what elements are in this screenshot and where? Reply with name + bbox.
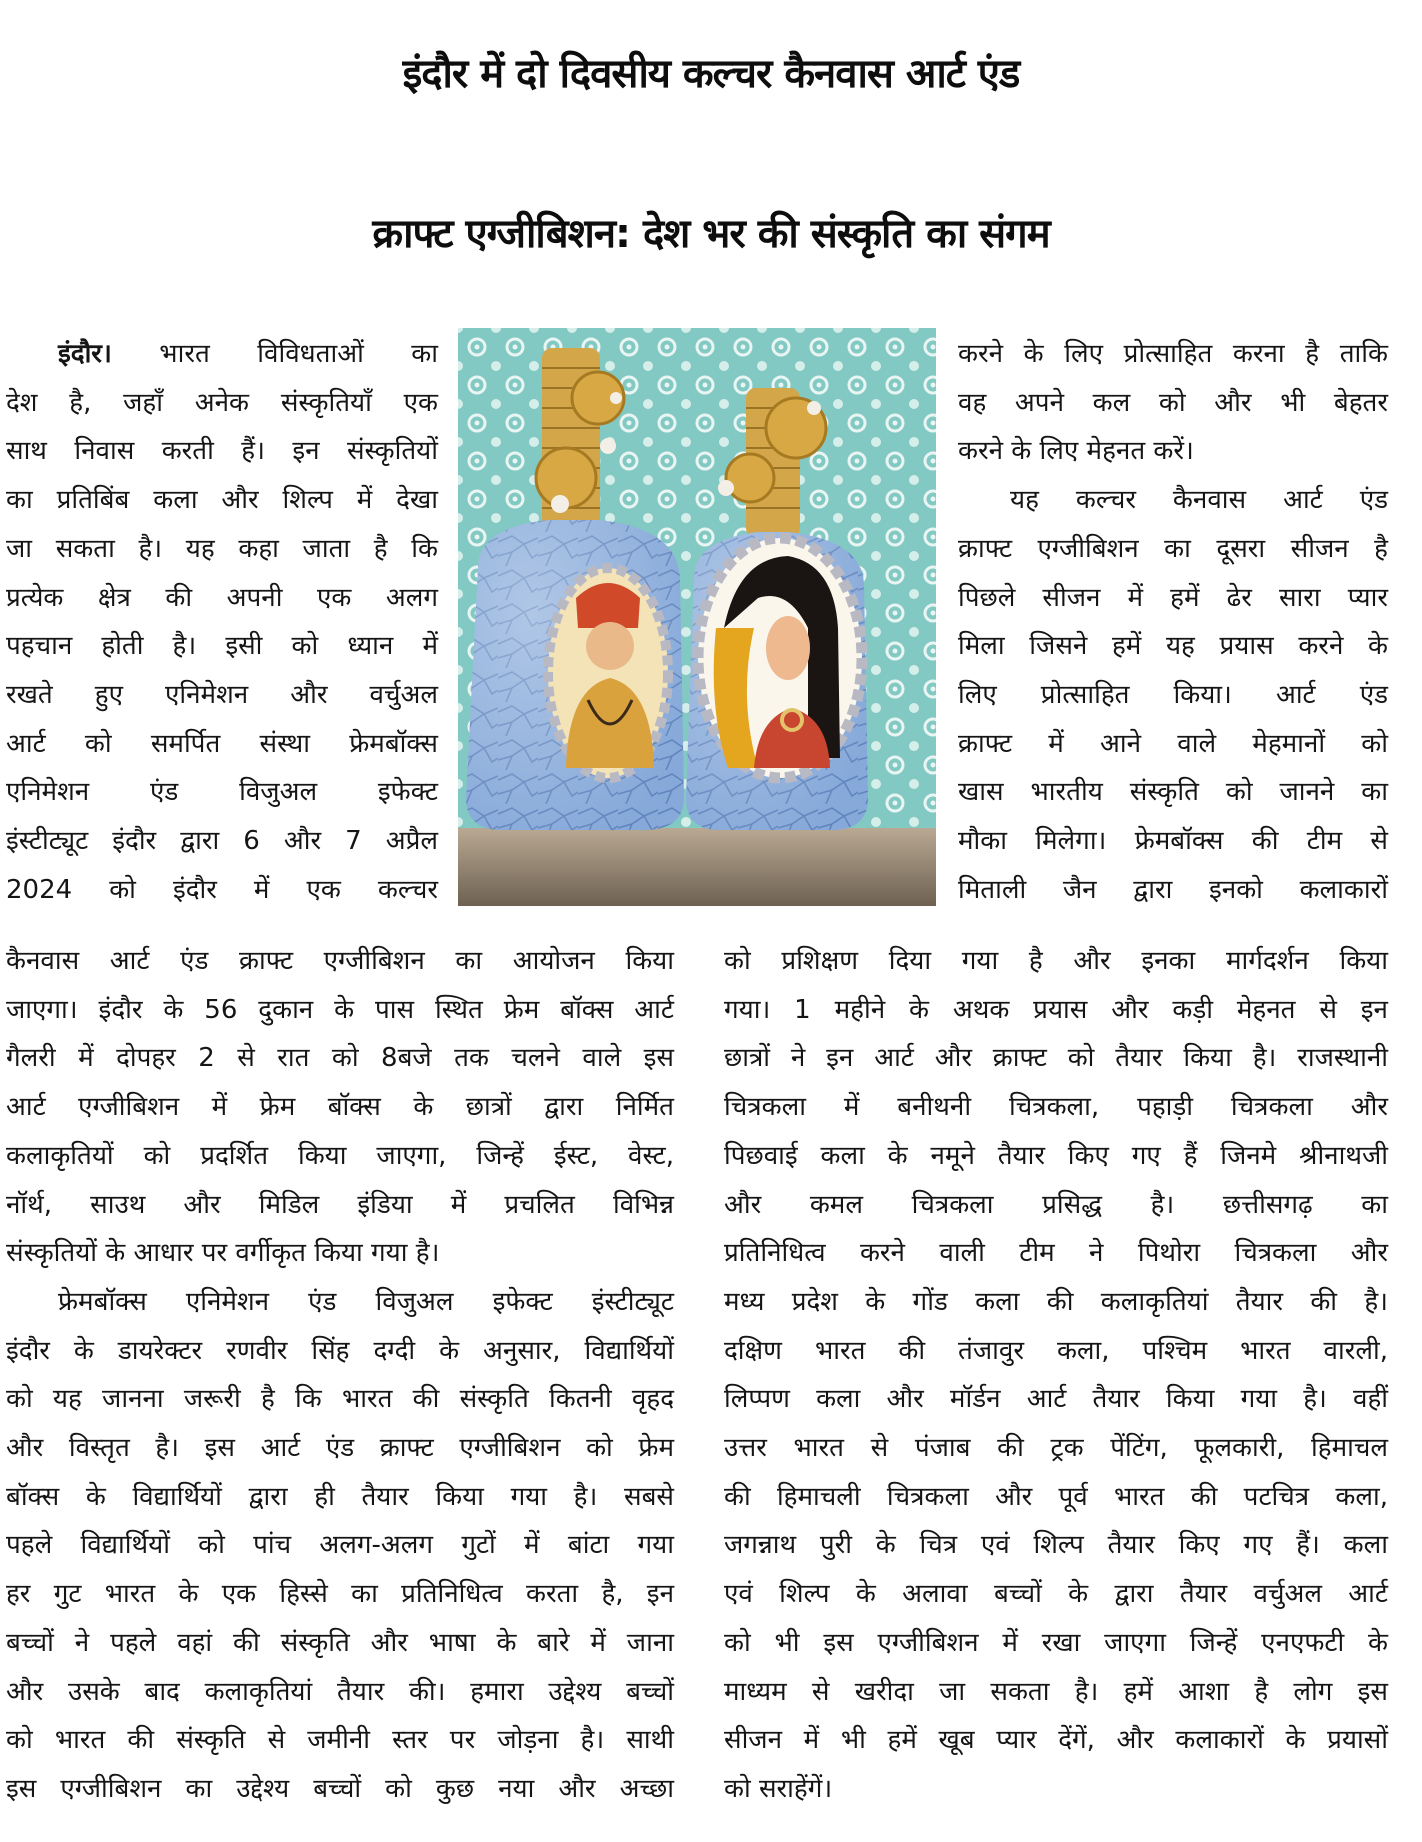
paragraph-line: वह अपने कल को और भी बेहतर [958,387,1388,418]
paragraph-line: कैनवास आर्ट एंड क्राफ्ट एग्जीबिशन का आयोजन किया [6,946,674,976]
paragraph-line: नॉर्थ, साउथ और मिडिल इंडिया में प्रचलित विभिन्न [6,1189,674,1220]
headline-line-2: क्राफ्ट एग्जीबिशन: देश भर की संस्कृति का संगम [372,211,1050,257]
paragraph-line: को प्रशिक्षण दिया गया है और इनका मार्गदर्शन किया [724,946,1388,976]
paragraph-line: पहले विद्यार्थियों को पांच अलग-अलग गुटों में बांटा गया [6,1530,674,1561]
article-column-left-bottom [6,937,674,1814]
paragraph-line: गया। 1 महीने के अथक प्रयास और कड़ी मेहनत से इन [724,994,1388,1025]
paragraph-line: का प्रतिबिंब कला और शिल्प में देखा [6,485,438,516]
paragraph-line: फ्रेमबॉक्स एनिमेशन एंड विजुअल इफेक्ट इंस्टीट्यूट [58,1286,674,1317]
paragraph-line: और कमल चित्रकला प्रसिद्ध है। छत्तीसगढ़ का [724,1189,1388,1220]
paragraph-line: इंदौर के डायरेक्टर रणवीर सिंह दग्दी के अनुसार, विद्यार्थियों [6,1335,674,1366]
paragraph-line: जाएगा। इंदौर के 56 दुकान के पास स्थित फ्रेम बॉक्स आर्ट [6,994,674,1025]
paragraph-line: आर्ट एग्जीबिशन में फ्रेम बॉक्स के छात्रों द्वारा निर्मित [6,1092,674,1123]
paragraph-line: क्राफ्ट एग्जीबिशन का दूसरा सीजन है [958,533,1388,564]
dateline: इंदौर। [58,339,112,369]
paragraph-line: यह कल्चर कैनवास आर्ट एंड [1010,485,1388,516]
paragraph-line: चित्रकला में बनीथनी चित्रकला, पहाड़ी चित्रकला और [724,1092,1388,1123]
paragraph-line: बॉक्स के विद्यार्थियों द्वारा ही तैयार किया गया है। सबसे [6,1481,674,1512]
paragraph-line: लिए प्रोत्साहित किया। आर्ट एंड [958,679,1388,710]
paragraph-line: कलाकृतियों को प्रदर्शित किया जाएगा, जिन्हें ईस्ट, वेस्ट, [6,1140,674,1171]
article-column-left-top [6,330,438,914]
article-photo-decorated-bottles [458,328,936,906]
paragraph-line: की हिमाचली चित्रकला और पूर्व भारत की पटचित्र कला, [724,1481,1388,1512]
paragraph-line: को सराहेंगें। [724,1773,833,1804]
paragraph-line: पिछले सीजन में हमें ढेर सारा प्यार [958,582,1388,613]
paragraph-line: एवं शिल्प के अलावा बच्चों के द्वारा तैयार वर्चुअल आर्ट [724,1579,1388,1610]
paragraph-line: सीजन में भी हमें खूब प्यार देंगें, और कलाकारों के प्रयासों [724,1725,1388,1756]
paragraph-line: जा सकता है। यह कहा जाता है कि [6,533,438,564]
paragraph-line: को यह जानना जरूरी है कि भारत की संस्कृति कितनी वृहद [6,1384,674,1415]
paragraph-line: पहचान होती है। इसी को ध्यान में [6,631,438,662]
paragraph-line: आर्ट को समर्पित संस्था फ्रेमबॉक्स [6,728,438,759]
paragraph-line: करने के लिए मेहनत करें। [958,436,1194,467]
paragraph-line: माध्यम से खरीदा जा सकता है। हमें आशा है लोग इस [724,1676,1388,1707]
paragraph-line: को भी इस एग्जीबिशन में रखा जाएगा जिन्हें एनएफटी के [724,1627,1388,1658]
paragraph-line: जगन्नाथ पुरी के चित्र एवं शिल्प तैयार किए गए हैं। कला [724,1530,1388,1561]
granite-counter [458,828,936,906]
bottles-illustration [458,328,936,906]
paragraph-line: खास भारतीय संस्कृति को जानने का [958,777,1388,808]
paragraph-line: हर गुट भारत के एक हिस्से का प्रतिनिधित्व करता है, इन [6,1579,674,1610]
paragraph-line: और विस्तृत है। इस आर्ट एंड क्राफ्ट एग्जीबिशन को फ्रेम [6,1433,674,1464]
paragraph-line: छात्रों ने इन आर्ट और क्राफ्ट को तैयार किया है। राजस्थानी [724,1043,1388,1074]
paragraph-line: गैलरी में दोपहर 2 से रात को 8बजे तक चलने वाले इस [6,1043,674,1074]
article-column-right-top [958,330,1388,914]
paragraph-line: मौका मिलेगा। फ्रेमबॉक्स की टीम से [958,826,1388,857]
paragraph-line: मध्य प्रदेश के गोंड कला की कलाकृतियां तैयार की है। [724,1286,1388,1317]
paragraph-line: प्रत्येक क्षेत्र की अपनी एक अलग [6,582,438,613]
headline-line-1: इंदौर में दो दिवसीय कल्चर कैनवास आर्ट एंड [402,51,1020,97]
paragraph-line: मिला जिसने हमें यह प्रयास करने के [958,631,1388,662]
paragraph-line: उत्तर भारत से पंजाब की ट्रक पेंटिंग, फूलकारी, हिमाचल [724,1433,1388,1464]
paragraph-line: क्राफ्ट में आने वाले मेहमानों को [958,728,1388,759]
article-column-right-bottom [724,937,1388,1814]
paragraph-line [6,330,438,379]
paragraph-line: पिछवाई कला के नमूने तैयार किए गए हैं जिनमे श्रीनाथजी [724,1140,1388,1171]
paragraph-line: इंस्टीट्यूट इंदौर द्वारा 6 और 7 अप्रैल [6,826,438,857]
paragraph-line: दक्षिण भारत की तंजावुर कला, पश्चिम भारत वारली, [724,1335,1388,1366]
paragraph-line: इस एग्जीबिशन का उद्देश्य बच्चों को कुछ नया और अच्छा [6,1773,674,1804]
paragraph-line: मिताली जैन द्वारा इनको कलाकारों [958,874,1388,905]
paragraph-line: लिप्पण कला और मॉर्डन आर्ट तैयार किया गया है। वहीं [724,1384,1388,1415]
paragraph-line: रखते हुए एनिमेशन और वर्चुअल [6,679,438,710]
paragraph-line: देश है, जहाँ अनेक संस्कृतियाँ एक [6,387,438,418]
paragraph-line: साथ निवास करती हैं। इन संस्कृतियों [6,436,438,467]
paragraph-line: 2024 को इंदौर में एक कल्चर [6,874,438,905]
paragraph-line: प्रतिनिधित्व करने वाली टीम ने पिथोरा चित्रकला और [724,1238,1388,1269]
paragraph-line: करने के लिए प्रोत्साहित करना है ताकि [958,339,1388,369]
paragraph-line: एनिमेशन एंड विजुअल इफेक्ट [6,777,438,808]
text-fragment: भारत विविधताओं का [111,339,438,369]
paragraph-line: संस्कृतियों के आधार पर वर्गीकृत किया गया है। [6,1238,440,1269]
paragraph-line: को भारत की संस्कृति से जमीनी स्तर पर जोड़ना है। साथी [6,1725,674,1756]
paragraph-line: बच्चों ने पहले वहां की संस्कृति और भाषा के बारे में जाना [6,1627,674,1658]
paragraph-line: और उसके बाद कलाकृतियां तैयार की। हमारा उद्देश्य बच्चों [6,1676,674,1707]
